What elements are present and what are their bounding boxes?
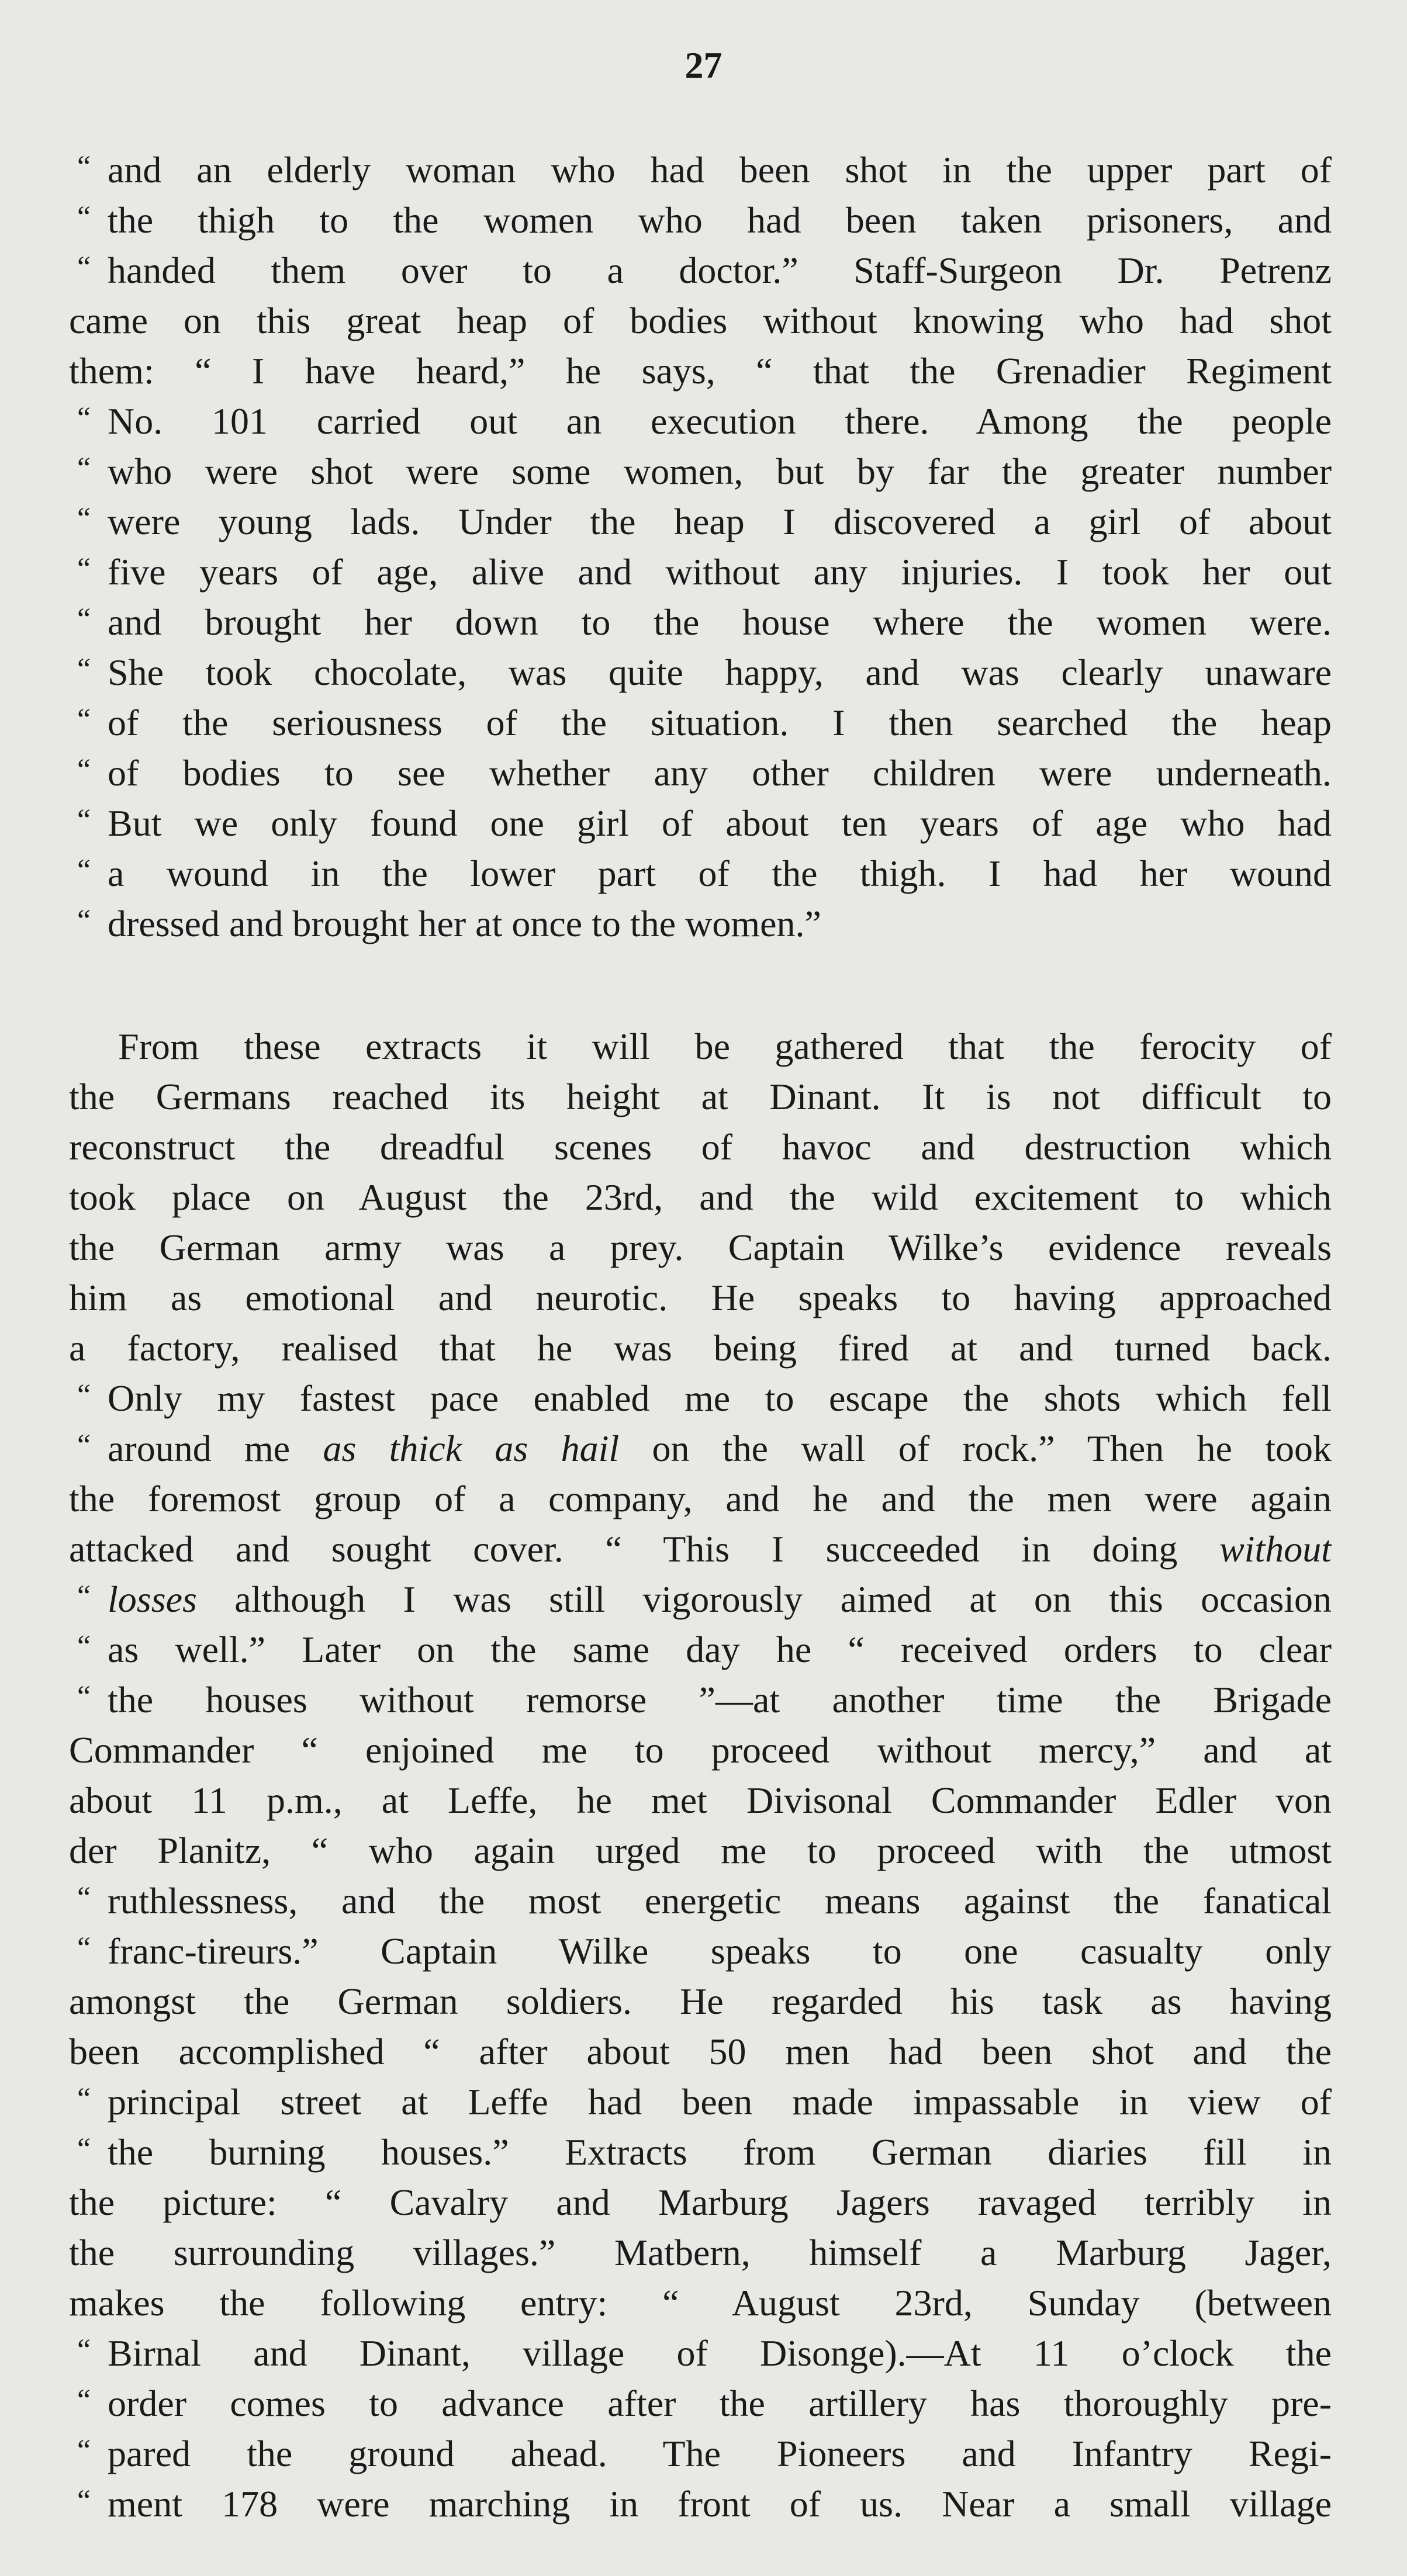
line-text: as well.” Later on the same day he “ received orders to clear bbox=[108, 1629, 1332, 1670]
text-line bbox=[69, 1625, 1332, 1675]
line-text: ruthlessness, and the most energetic means against the fanatical bbox=[108, 1880, 1332, 1921]
quote-mark: “ bbox=[77, 1680, 91, 1713]
quote-mark: “ bbox=[77, 2132, 91, 2166]
line-text: the surrounding villages.” Matbern, himself a Marburg Jager, bbox=[69, 2232, 1332, 2273]
text-line bbox=[69, 1223, 1332, 1273]
text-line bbox=[69, 849, 1332, 899]
quote-mark: “ bbox=[77, 2082, 91, 2115]
line-text: amongst the German soldiers. He regarded his task as having bbox=[69, 1981, 1332, 2022]
quote-mark: “ bbox=[77, 1630, 91, 1663]
line-text: Only my fastest pace enabled me to escape the shots which fell bbox=[108, 1377, 1332, 1419]
line-text: attacked and sought cover. “ This I succeeded in doing bbox=[69, 1528, 1219, 1570]
line-text: handed them over to a doctor.” Staff-Surgeon Dr. Petrenz bbox=[108, 250, 1332, 291]
text-line bbox=[69, 748, 1332, 798]
text-line bbox=[69, 2077, 1332, 2127]
line-text: Commander “ enjoined me to proceed without mercy,” and at bbox=[69, 1729, 1332, 1771]
text-line bbox=[69, 396, 1332, 446]
text-line bbox=[69, 1474, 1332, 1524]
line-text: five years of age, alive and without any injuries. I took her out bbox=[108, 551, 1332, 593]
italic-phrase: as thick as hail bbox=[323, 1428, 620, 1469]
text-line bbox=[69, 1273, 1332, 1323]
quote-mark: “ bbox=[77, 1881, 91, 1914]
line-text: the houses without remorse ”—at another time the Brigade bbox=[108, 1679, 1332, 1720]
line-text: principal street at Leffe had been made impassable in view of bbox=[108, 2081, 1332, 2123]
line-text: the foremost group of a company, and he and the men were again bbox=[69, 1478, 1332, 1519]
line-text: the burning houses.” Extracts from German diaries fill in bbox=[108, 2131, 1332, 2173]
line-text: the thigh to the women who had been taken prisoners, and bbox=[108, 199, 1332, 241]
text-line bbox=[69, 2278, 1332, 2328]
line-text: franc-tireurs.” Captain Wilke speaks to one casualty only bbox=[108, 1930, 1332, 1972]
text-line bbox=[69, 1926, 1332, 1976]
text-line bbox=[69, 245, 1332, 296]
text-line bbox=[69, 346, 1332, 396]
text-line bbox=[69, 2378, 1332, 2429]
line-text: Birnal and Dinant, village of Disonge).—At 11 o’clock the bbox=[108, 2332, 1332, 2374]
text-line bbox=[69, 1524, 1332, 1574]
quote-mark: “ bbox=[77, 2333, 91, 2367]
line-text: pared the ground ahead. The Pioneers and Infantry Regi- bbox=[108, 2433, 1332, 2474]
body-text bbox=[69, 145, 1332, 2529]
text-line bbox=[69, 2177, 1332, 2228]
quote-mark: “ bbox=[77, 703, 91, 736]
line-text: makes the following entry: “ August 23rd, Sunday (between bbox=[69, 2282, 1332, 2324]
line-text: From these extracts it will be gathered that the ferocity of bbox=[118, 1026, 1332, 1067]
line-text: around me bbox=[108, 1428, 323, 1469]
quote-mark: “ bbox=[77, 251, 91, 284]
text-line bbox=[69, 648, 1332, 698]
text-line bbox=[69, 547, 1332, 597]
quote-mark: “ bbox=[77, 552, 91, 586]
line-text: ment 178 were marching in front of us. Near a small village bbox=[108, 2483, 1332, 2525]
line-text: been accomplished “ after about 50 men had been shot and the bbox=[69, 2031, 1332, 2072]
text-line bbox=[69, 1172, 1332, 1223]
line-text: and an elderly woman who had been shot in the upper part of bbox=[108, 149, 1332, 191]
text-line bbox=[69, 2429, 1332, 2479]
italic-phrase: losses bbox=[108, 1578, 197, 1620]
paragraph-gap bbox=[69, 949, 1332, 1022]
line-text: them: “ I have heard,” he says, “ that the Grenadier Regiment bbox=[69, 350, 1332, 392]
line-text: dressed and brought her at once to the women.” bbox=[108, 903, 821, 944]
text-line bbox=[69, 1574, 1332, 1625]
line-text: a factory, realised that he was being fired at and turned back. bbox=[69, 1327, 1332, 1369]
line-text: came on this great heap of bodies without knowing who had shot bbox=[69, 300, 1332, 341]
text-line bbox=[69, 698, 1332, 748]
text-line bbox=[69, 145, 1332, 195]
text-line bbox=[69, 1976, 1332, 2027]
line-text: the picture: “ Cavalry and Marburg Jagers ravaged terribly in bbox=[69, 2182, 1332, 2223]
quote-mark: “ bbox=[77, 804, 91, 837]
quote-mark: “ bbox=[77, 603, 91, 636]
text-line bbox=[69, 195, 1332, 245]
line-text: of the seriousness of the situation. I then searched the heap bbox=[108, 702, 1332, 743]
italic-phrase: without bbox=[1219, 1528, 1332, 1570]
line-text: order comes to advance after the artillery has thoroughly pre- bbox=[108, 2383, 1332, 2424]
quote-mark: “ bbox=[77, 452, 91, 485]
text-line bbox=[69, 899, 1332, 949]
text-line bbox=[69, 798, 1332, 849]
text-line bbox=[69, 497, 1332, 547]
text-line bbox=[69, 597, 1332, 648]
quote-mark: “ bbox=[77, 2434, 91, 2467]
text-line bbox=[69, 446, 1332, 497]
line-text: der Planitz, “ who again urged me to proceed with the utmost bbox=[69, 1830, 1332, 1871]
text-line bbox=[69, 1675, 1332, 1725]
text-line bbox=[69, 1022, 1332, 1072]
quoted-testimony-paragraph bbox=[69, 145, 1332, 949]
quote-mark: “ bbox=[77, 1379, 91, 1412]
text-line bbox=[69, 2328, 1332, 2378]
text-line bbox=[69, 1122, 1332, 1172]
text-line bbox=[69, 1826, 1332, 1876]
text-line bbox=[69, 1323, 1332, 1373]
line-text: took place on August the 23rd, and the wild excitement to which bbox=[69, 1176, 1332, 1218]
line-text: of bodies to see whether any other children were underneath. bbox=[108, 752, 1332, 794]
line-text: No. 101 carried out an execution there. Among the people bbox=[108, 400, 1332, 442]
text-line bbox=[69, 1072, 1332, 1122]
line-text: a wound in the lower part of the thigh. I had her wound bbox=[108, 853, 1332, 894]
line-text: the German army was a prey. Captain Wilke’s evidence reveals bbox=[69, 1227, 1332, 1268]
text-line bbox=[69, 296, 1332, 346]
line-text: were young lads. Under the heap I discovered a girl of about bbox=[108, 501, 1332, 542]
line-text: on the wall of rock.” Then he took bbox=[619, 1428, 1332, 1469]
text-line bbox=[69, 1876, 1332, 1926]
line-text: and brought her down to the house where the women were. bbox=[108, 601, 1332, 643]
line-text: She took chocolate, was quite happy, and was clearly unaware bbox=[108, 652, 1332, 693]
quote-mark: “ bbox=[77, 753, 91, 787]
quote-mark: “ bbox=[77, 904, 91, 937]
text-line bbox=[69, 2479, 1332, 2529]
quote-mark: “ bbox=[77, 150, 91, 183]
line-text: reconstruct the dreadful scenes of havoc and destruction which bbox=[69, 1126, 1332, 1168]
narrative-paragraph bbox=[69, 1022, 1332, 2529]
quote-mark: “ bbox=[77, 502, 91, 535]
quote-mark: “ bbox=[77, 2384, 91, 2417]
quote-mark: “ bbox=[77, 2484, 91, 2518]
text-line bbox=[69, 1424, 1332, 1474]
line-text: about 11 p.m., at Leffe, he met Divisonal Commander Edler von bbox=[69, 1779, 1332, 1821]
text-line bbox=[69, 2127, 1332, 2177]
line-text: who were shot were some women, but by far the greater number bbox=[108, 451, 1332, 492]
quote-mark: “ bbox=[77, 401, 91, 435]
line-text: But we only found one girl of about ten years of age who had bbox=[108, 802, 1332, 844]
quote-mark: “ bbox=[77, 1429, 91, 1462]
text-line bbox=[69, 1725, 1332, 1775]
quote-mark: “ bbox=[77, 653, 91, 686]
text-line bbox=[69, 2027, 1332, 2077]
text-line bbox=[69, 1775, 1332, 1826]
quote-mark: “ bbox=[77, 1580, 91, 1613]
line-text: him as emotional and neurotic. He speaks to having approached bbox=[69, 1277, 1332, 1318]
line-text: although I was still vigorously aimed at on this occasion bbox=[196, 1578, 1332, 1620]
quote-mark: “ bbox=[77, 1931, 91, 1965]
page-number: 27 bbox=[685, 44, 722, 86]
text-line bbox=[69, 2228, 1332, 2278]
quote-mark: “ bbox=[77, 854, 91, 887]
line-text: the Germans reached its height at Dinant. It is not difficult to bbox=[69, 1076, 1332, 1117]
quote-mark: “ bbox=[77, 200, 91, 234]
text-line bbox=[69, 1373, 1332, 1424]
